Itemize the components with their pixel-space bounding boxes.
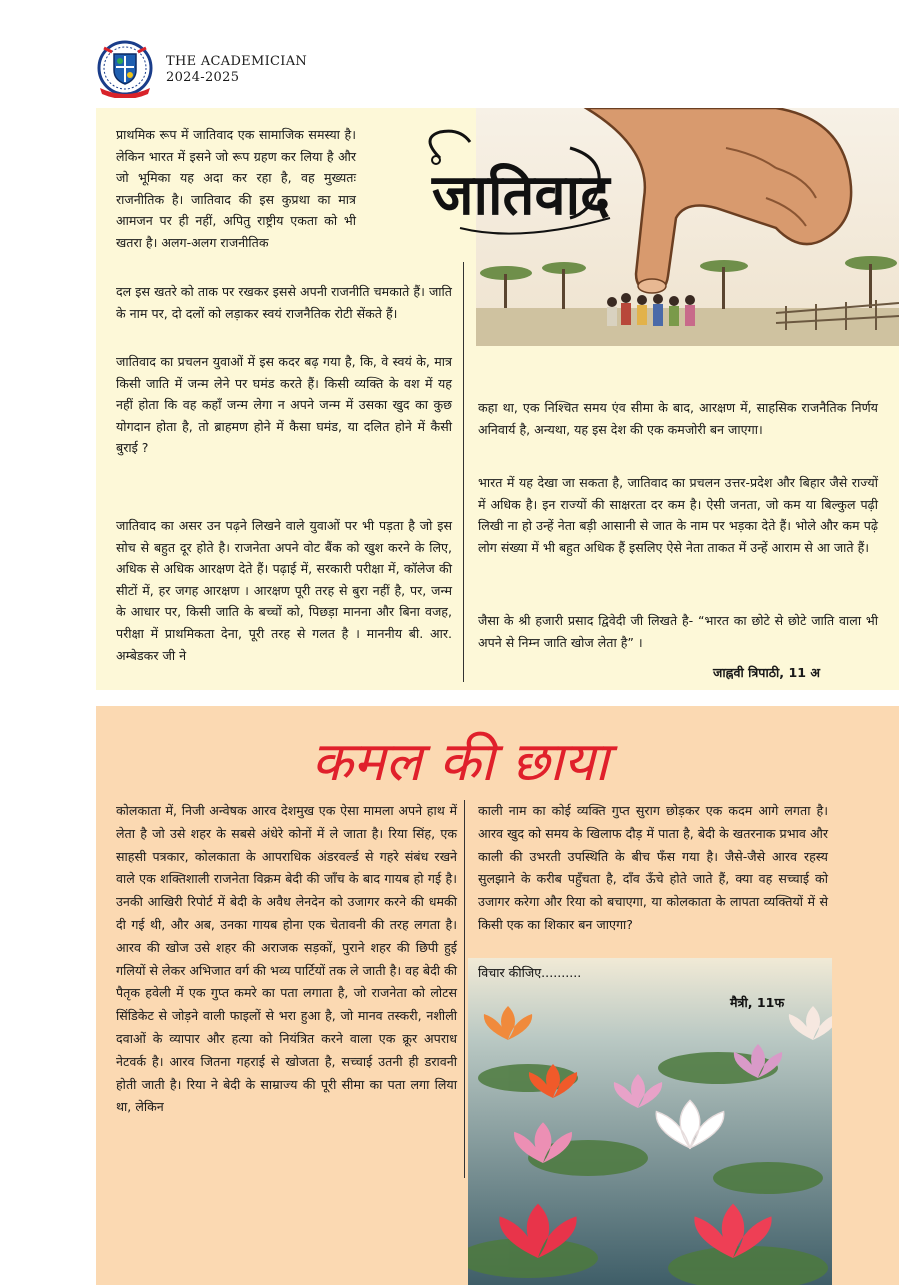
article-casteism-paragraph: भारत में यह देखा जा सकता है, जातिवाद का प्रचलन उत्तर-प्रदेश और बिहार जैसे राज्यों में अधिक है। इन राज्यों की साक्षरता दर कम है। ऐसी जनता, जो कम या बिल्कुल पढ़ी लिखी ना हो उन्हें नेता बड़ी आसानी से जात के नाम पर भड़का देते हैं। भोले और कम पढ़े लोग संख्या में भी बहुत अधिक हैं इसलिए ऐसे नेता ताकत में उन्हें आराम से आ जाते हैं। xyxy=(478,475,878,555)
casteism-title: जातिवाद xyxy=(432,162,610,228)
article-lotus-shadow-paragraph: काली नाम का कोई व्यक्ति गुप्त सुराग छोड़कर एक कदम आगे लगता है। आरव खुद को समय के खिलाफ दौड़ में पाता है, बेदी के खतरनाक प्रभाव और काली की उभरती उपस्थिति के बीच फँस गया है। जैसे-जैसे आरव रहस्य सुलझाने के करीब पहुँचता है, दाँव ऊँचे होते जाते हैं, क्या वह सच्चाई को उजागर करेगा और रिया को बचाएगा, या कोलकाता के लापता व्यक्तियों में से किसी एक का शिकार बन जाएगा? xyxy=(478,803,828,932)
lotus-shadow-title-text: कमल की छाया xyxy=(311,730,609,793)
column-divider xyxy=(464,800,465,1178)
article-lotus-shadow-author: मैत्री, 11फ xyxy=(730,995,785,1010)
article-casteism-paragraph: प्राथमिक रूप में जातिवाद एक सामाजिक समस्या है। लेकिन भारत में इसने जो रूप ग्रहण कर लिया है और जो भूमिका यह अदा कर रहा है, वह मुख्यतः राजनीतिक है। जातिवाद की इस कुप्रथा का मात्र आमजन पर ही नहीं, अपितु राष्ट्रीय एकता को भी खतरा है। अलग-अलग राजनीतिक xyxy=(116,127,356,250)
article-lotus-shadow-paragraph: कोलकाता में, निजी अन्वेषक आरव देशमुख एक ऐसा मामला अपने हाथ में लेता है जो उसे शहर के सबसे अंधेरे कोनों में ले जाता है। रिया सिंह, एक साहसी पत्रकार, कोलकाता के आपराधिक अंडरवर्ल्ड से गहरे संबंध रखने वाले एक शक्तिशाली राजनेता विक्रम बेदी की जाँच के बाद गायब हो गई है। उनकी आखिरी रिपोर्ट में बेदी के अवैध लेनदेन को उजागर करने की धमकी दी गई थी, और अब, उनका गायब होना एक चेतावनी की तरह लगता है। आरव की खोज उसे शहर की अराजक सड़कों, पुराने शहर की छिपी हुई गलियों से लेकर अभिजात वर्ग की भव्य पार्टियों तक ले जाती है। वह बेदी की पैतृक हवेली में एक गुप्त कमरे का पता लगाता है, जो राजनेता को लोटस सिंडिकेट से जोड़ने वाली फाइलों से भरा हुआ है, जो मानव तस्करी, नशीली दवाओं के व्यापार और हत्या को नियंत्रित करने वाला एक क्रूर अपराध नेटवर्क है। आरव जितना गहराई से खोजता है, सच्चाई उतनी ही डरावनी होती जाती है। रिया ने बेदी के साम्राज्य की पूरी सीमा का पता लगा लिया था, लेकिन xyxy=(116,803,457,1115)
article-casteism-paragraph: कहा था, एक निश्चित समय एंव सीमा के बाद, आरक्षण में, साहसिक राजनैतिक निर्णय अनिवार्य है, अन्यथा, यह इस देश की एक कमजोरी बन जाएगा। xyxy=(478,400,878,437)
article-casteism-author: जाह्नवी त्रिपाठी, 11 अ xyxy=(713,665,820,680)
article-casteism-quote: जैसा के श्री हजारी प्रसाद द्विवेदी जी लिखते है- “भारत का छोटे से छोटे जाति वाला भी अपने से निम्न जाति खोज लेता है” । xyxy=(478,613,878,650)
column-divider xyxy=(463,262,464,682)
publication-title: THE ACADEMICIAN xyxy=(166,54,308,69)
publication-header xyxy=(166,54,307,86)
article-casteism-paragraph: जातिवाद का प्रचलन युवाओं में इस कदर बढ़ गया है, कि, वे स्वयं के, मात्र किसी जाति में जन्म लेने पर घमंड करते हैं। किसी व्यक्ति के वश में यह नहीं होता कि वह कहाँ जन्म लेगा न अपने जन्म में उसका खुद का कुछ योगदान होता है, तो ब्राहमण होने में कैसा घमंड, या दलित होने में कैसी बुराई ? xyxy=(116,354,452,456)
think-about-it-prompt: विचार कीजिए.......... xyxy=(478,965,582,980)
article-casteism-paragraph: दल इस खतरे को ताक पर रखकर इससे अपनी राजनीति चमकाते हैं। जाति के नाम पर, दो दलों को लड़ाकर स्वयं राजनैतिक रोटी सेंकते हैं। xyxy=(116,284,452,321)
article-casteism-paragraph: जातिवाद का असर उन पढ़ने लिखने वाले युवाओं पर भी पड़ता है जो इस सोच से बहुत दूर होते है। राजनेता अपने वोट बैंक को खुश करने के लिए, अधिक से अधिक आरक्षण देते हैं। पढ़ाई में, सरकारी परीक्षा में, कॉलेज की सीटों में, हर जगह आरक्षण । आरक्षण पूरी तरह से बुरा नहीं है, पर, जन्म के आधार पर, किसी जाति के बच्चों को, पिछड़ा मानना और बिना वजह, परीक्षा में प्राथमिकता देना, पूरी तरह से गलत है । माननीय बी. आर. अम्बेडकर जी ने xyxy=(116,518,452,663)
casteism-title-art xyxy=(420,118,620,258)
publication-year: 2024-2025 xyxy=(166,70,240,85)
article-lotus-shadow-title xyxy=(250,718,670,798)
school-crest-icon xyxy=(92,40,158,98)
